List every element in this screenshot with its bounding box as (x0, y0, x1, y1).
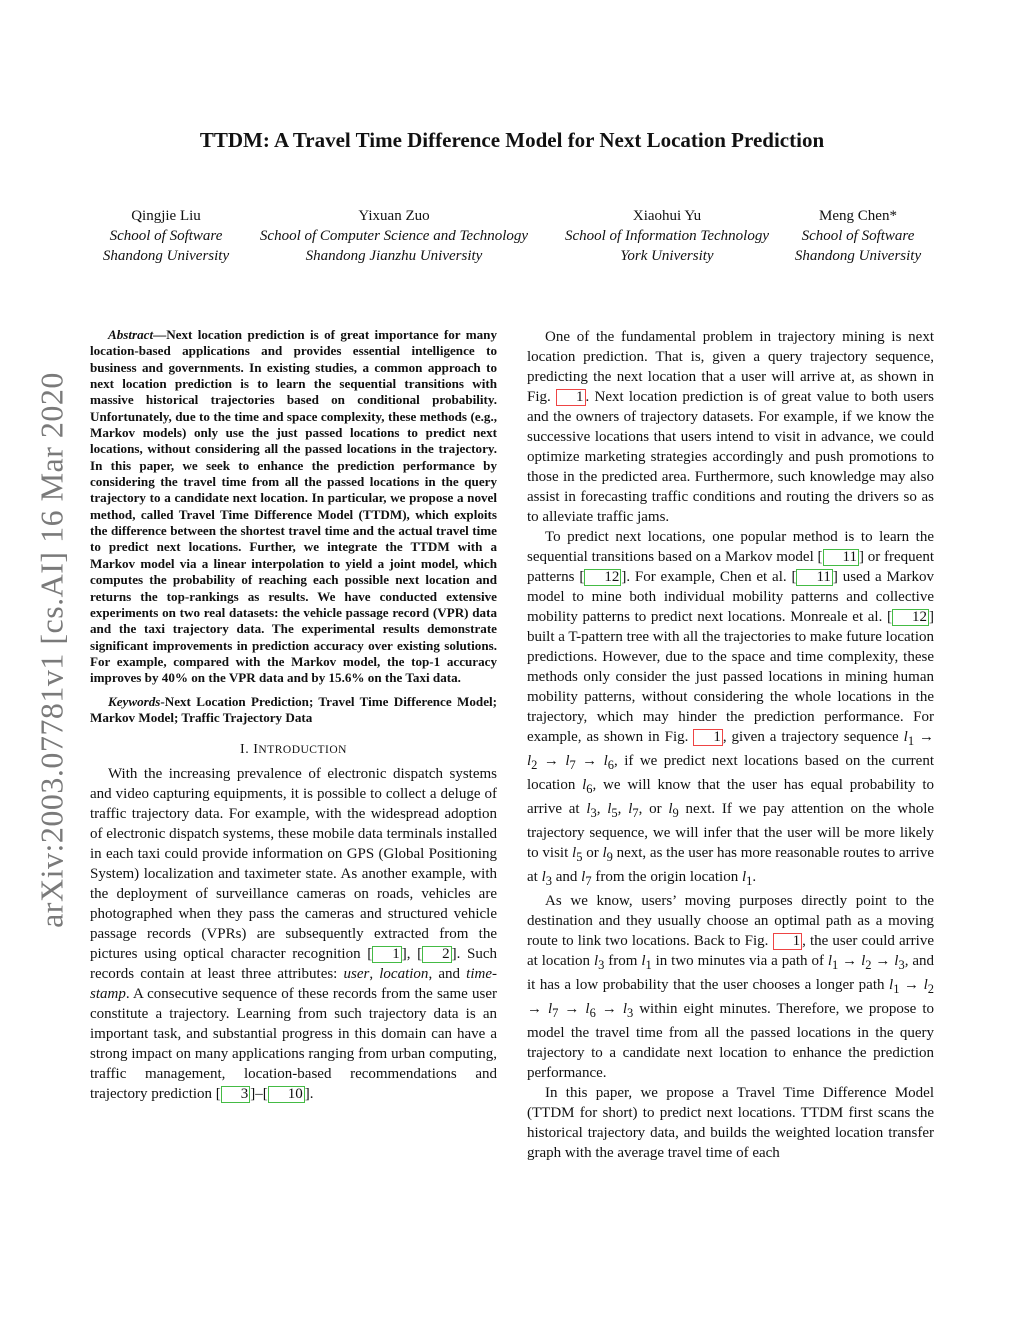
author-name: Yixuan Zuo (358, 208, 430, 224)
abstract-text: —Next location prediction is of great importance for many location-based applications and provides essential intelligence to business and governments. In existing studies, a common approach to next location prediction is to learn the sequential transitions with massive historical trajectories based on conditional probability. Unfortunately, due to the time and space complexity, these methods (e.g., Markov models) only use the just passed locations to predict next locations, without considering all the passed locations in the trajectory. In this paper, we seek to enhance the prediction performance by considering the travel time from all the passed locations in the query trajectory to a candidate next location. In particular, we propose a novel method, called Travel Time Difference Model (TTDM), which exploits the difference between the shortest travel time and the actual travel time to predict next locations. Further, we integrate the TTDM with a Markov model via a linear interpolation to yield a joint model, which computes the probability of reaching each possible next location and returns the top-rankings as results. We have conducted extensive experiments on two real datasets: the vehicle passage record (VPR) data and the taxi trajectory data. The experimental results demonstrate significant improvements in prediction accuracy over existing solutions. For example, compared with the Markov model, the top-1 accuracy improves by 40% on the VPR data and by 15.6% on the Taxi data. (90, 327, 497, 686)
author-name: Meng Chen* (819, 208, 897, 224)
author-department: School of Information Technology (564, 228, 770, 244)
author-block (103, 206, 229, 266)
figure-link[interactable]: 1 (556, 389, 586, 406)
keywords (90, 694, 497, 727)
author-institution: Shandong Jianzhu University (305, 248, 483, 264)
intro-paragraph-5: In this paper, we propose a Travel Time Difference Model (TTDM for short) to predict next locations. TTDM first scans the historical trajectory data, and builds the weighted location transfer graph with the average travel time of each (527, 1085, 934, 1161)
author-block (260, 206, 528, 266)
citation-link[interactable]: 10 (268, 1086, 305, 1103)
right-column (527, 327, 934, 1163)
section-heading: I. INTRODUCTION (240, 742, 347, 758)
intro-paragraph-3: To predict next locations, one popular method is to learn the sequential transitions based on a Markov model [ 11 ] or frequent patterns [ 12 ]. For example, Chen et al. [ 11 ] used a Markov model to mine both individual mobility patterns and collective mobility patterns to predict next locations. Monreale et al. [ 12 ] built a T-pattern tree with all the trajectories to make future location predictions. However, due to the space and time complexity, these methods only consider the just passed locations in mining human mobility patterns, without considering the whole locations in the trajectory, which may hinder the prediction performance. For example, as shown in Fig. 1 , given a trajectory sequence $l_1 \to l_2 \to l_7 \to l_6$, if we predict next locations based on the current location $l_6$, we will know that the user has equal probability to arrive at $l_3$, $l_5$, $l_7$, or $l_9$ next. If we pay attention on the whole trajectory sequence, we will infer that the user will be more likely to visit $l_5$ or $l_9$ next, as the user has more reasonable routes to arrive at $l_3$ and $l_7$ from the origin location $l_1$. (527, 529, 935, 888)
citation-link[interactable]: 11 (823, 549, 859, 566)
citation-link[interactable]: 12 (584, 569, 621, 586)
intro-paragraph-2: One of the fundamental problem in trajectory mining is next location prediction. That is, given a query trajectory sequence, predicting the next location that a user will arrive at, as shown in Fig. 1 . Next location prediction is of great value to both users and the owners of trajectory datasets. For example, if we know the successive locations that users intend to visit in advance, we could optimize marketing strategies accordingly and push promotions to those in the predicted area. Furthermore, such knowledge may also assist in forecasting traffic conditions and routing the drivers so as to alleviate traffic jams. (527, 329, 934, 525)
author-name: Qingjie Liu (131, 208, 201, 224)
author-department: School of Software (801, 228, 915, 244)
author-name: Xiaohui Yu (632, 208, 702, 224)
keywords-text: -Next Location Prediction; Travel Time Difference Model; Markov Model; Traffic Trajectory Data (90, 693, 497, 725)
arxiv-identifier: arXiv:2003.07781v1 [cs.AI] 16 Mar 2020 (33, 372, 70, 928)
abstract-label: Abstract (108, 327, 154, 342)
citation-link[interactable]: 1 (372, 946, 402, 963)
citation-link[interactable]: 12 (892, 609, 929, 626)
author-department: School of Software (109, 228, 223, 244)
author-department: School of Computer Science and Technology (259, 228, 529, 244)
left-column (90, 327, 497, 1104)
author-block (565, 206, 769, 266)
figure-link[interactable]: 1 (693, 729, 723, 746)
paper-title: TTDM: A Travel Time Difference Model for Next Location Prediction (199, 128, 825, 152)
citation-link[interactable]: 3 (221, 1086, 251, 1103)
figure-link[interactable]: 1 (773, 933, 803, 950)
intro-paragraph-4: As we know, users’ moving purposes directly point to the destination and they usually choose an optimal path as a moving route to link two locations. Back to Fig. 1 , the user could arrive at location $l_3$ from $l_1$ in two minutes via a path of $l_1 \to l_2 \to l_3$, and it has a low probability that the user chooses a longer path $l_1 \to l_2 \to l_7 \to l_6 \to l_3$ within eight minutes. Therefore, we propose to model the travel time from all the passed locations in the query trajectory to a candidate next location to enhance the prediction performance. (527, 893, 935, 1081)
author-institution: Shandong University (102, 248, 230, 264)
abstract (90, 327, 497, 687)
intro-paragraph-1: With the increasing prevalence of electronic dispatch systems and video capturing equipments, it is possible to collect a deluge of traffic trajectory data. For example, with the widespread adoption of electronic dispatch systems, these mobile data terminals installed in each taxi could provide information on GPS (Global Positioning System) localization and taximeter state. As another example, with the deployment of surveillance cameras on roads, vehicles are photographed when they pass the cameras and structured vehicle passage records (VPRs) are subsequently extracted from the pictures using optical character recognition [ 1 ], [ 2 ]. Such records contain at least three attributes: user, location, and time-stamp. A consecutive sequence of these records from the same user constitute a trajectory. Learning from such trajectory data is an important task, and substantial progress in this domain can have a strong impact on many applications ranging from urban computing, traffic management, location-based recommendations and trajectory prediction [ 3 ]–[ 10 ]. (90, 766, 497, 1103)
citation-link[interactable]: 11 (796, 569, 832, 586)
citation-link[interactable]: 2 (422, 946, 452, 963)
author-institution: Shandong University (794, 248, 922, 264)
keywords-label: Keywords (108, 693, 161, 709)
author-block (795, 206, 921, 266)
author-institution: York University (620, 248, 714, 264)
